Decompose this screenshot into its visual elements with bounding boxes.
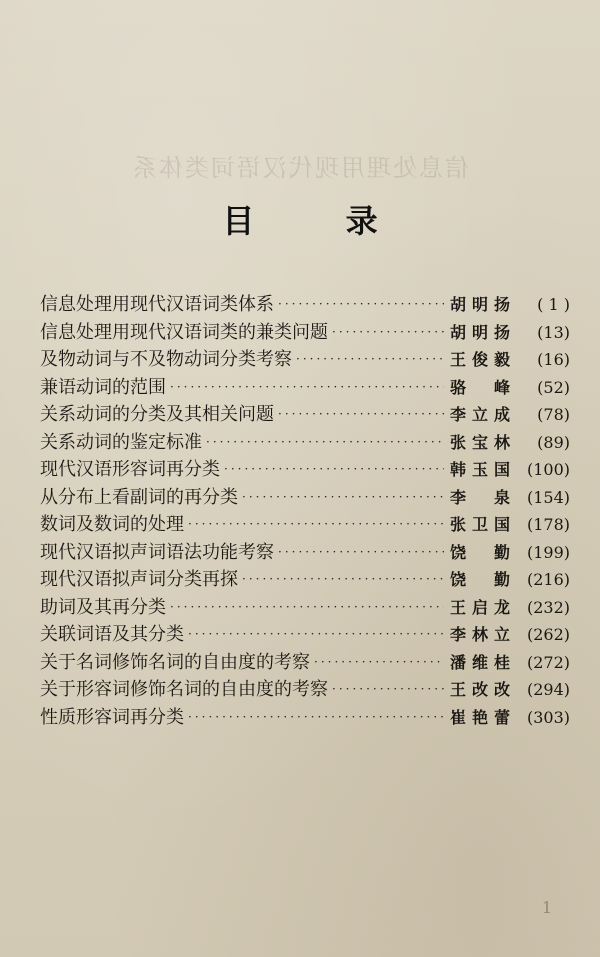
- bleed-through-text: 信息处理用现代汉语词类体系: [131, 154, 469, 182]
- toc-entry-title: 现代汉语拟声词分类再探: [40, 569, 238, 590]
- toc-dot-leader: [278, 407, 444, 421]
- toc-entry-title: 现代汉语形容词再分类: [40, 459, 220, 480]
- toc-dot-leader: [188, 710, 444, 724]
- toc-entry-title: 及物动词与不及物动词分类考察: [40, 349, 292, 370]
- toc-entry-page-number: (89): [537, 432, 570, 452]
- page-title: 目 录: [222, 202, 418, 240]
- toc-entry[interactable]: [40, 538, 570, 566]
- toc-entry-page-number: (262): [526, 625, 570, 644]
- toc-entry-page-number: (232): [526, 597, 570, 617]
- toc-entry[interactable]: [40, 510, 570, 538]
- toc-entry-page-number: (199): [526, 542, 570, 562]
- toc-entry-title: 关联词语及其分类: [40, 624, 184, 645]
- toc-entry[interactable]: [40, 428, 570, 456]
- toc-entry-author: 潘维桂: [450, 652, 510, 672]
- table-of-contents: [40, 290, 570, 730]
- toc-dot-leader: [296, 352, 444, 366]
- toc-entry-title: 现代汉语拟声词语法功能考察: [40, 541, 274, 563]
- toc-dot-leader: [242, 572, 444, 586]
- toc-entry-title: 关系动词的分类及其相关问题: [40, 404, 274, 425]
- toc-dot-leader: [170, 380, 444, 394]
- toc-entry-page-number: (52): [537, 377, 570, 397]
- toc-entry-title: 关于名词修饰名词的自由度的考察: [40, 651, 310, 673]
- toc-entry-author: 饶 勤: [450, 570, 510, 589]
- toc-entry-page-number: (216): [526, 570, 570, 589]
- toc-entry-title: 兼语动词的范围: [40, 376, 166, 398]
- toc-entry[interactable]: [40, 620, 570, 648]
- toc-entry-author: 韩玉国: [450, 460, 510, 479]
- toc-entry-title: 从分布上看副词的再分类: [40, 486, 238, 508]
- toc-entry-title: 助词及其再分类: [40, 596, 166, 618]
- toc-dot-leader: [278, 297, 444, 311]
- toc-entry-author: 张宝林: [450, 432, 510, 452]
- toc-dot-leader: [242, 490, 444, 504]
- toc-entry-author: 王俊毅: [450, 350, 510, 369]
- toc-entry-author: 骆 峰: [450, 377, 510, 397]
- toc-entry[interactable]: [40, 290, 570, 318]
- toc-entry-author: 王改改: [450, 680, 510, 699]
- toc-entry-page-number: (303): [526, 707, 570, 727]
- toc-dot-leader: [314, 655, 444, 669]
- toc-entry-title: 关系动词的鉴定标准: [40, 431, 202, 453]
- toc-entry[interactable]: [40, 400, 570, 428]
- toc-entry-author: 李林立: [450, 625, 510, 644]
- toc-entry-page-number: ( 1 ): [537, 295, 570, 314]
- toc-entry-page-number: (154): [526, 487, 570, 507]
- toc-dot-leader: [206, 435, 444, 449]
- toc-entry[interactable]: [40, 318, 570, 346]
- toc-dot-leader: [188, 517, 444, 531]
- toc-entry[interactable]: [40, 565, 570, 593]
- toc-entry-page-number: (16): [537, 350, 570, 369]
- toc-entry[interactable]: [40, 703, 570, 731]
- toc-entry-page-number: (272): [526, 652, 570, 672]
- toc-entry-title: 信息处理用现代汉语词类的兼类问题: [40, 321, 328, 343]
- toc-dot-leader: [170, 600, 444, 614]
- toc-entry[interactable]: [40, 345, 570, 373]
- toc-entry-title: 数词及数词的处理: [40, 514, 184, 535]
- toc-dot-leader: [188, 627, 444, 641]
- toc-entry-author: 王启龙: [450, 597, 510, 617]
- toc-dot-leader: [224, 462, 444, 476]
- toc-entry-author: 崔艳蕾: [450, 707, 510, 727]
- toc-entry[interactable]: [40, 648, 570, 676]
- toc-entry-page-number: (178): [526, 515, 570, 534]
- toc-entry-author: 李立成: [450, 405, 510, 424]
- toc-entry-author: 张卫国: [450, 515, 510, 534]
- page-corner-mark: 1: [541, 898, 552, 917]
- toc-entry-author: 胡明扬: [450, 322, 510, 342]
- toc-entry-page-number: (100): [526, 460, 570, 479]
- toc-entry[interactable]: [40, 455, 570, 483]
- toc-entry-page-number: (78): [537, 405, 570, 424]
- toc-entry-title: 信息处理用现代汉语词类体系: [40, 294, 274, 315]
- toc-entry-author: 饶 勤: [450, 542, 510, 562]
- toc-entry[interactable]: [40, 675, 570, 703]
- toc-entry-author: 李 泉: [450, 487, 510, 507]
- toc-entry-page-number: (13): [537, 322, 570, 342]
- toc-entry[interactable]: [40, 483, 570, 511]
- toc-entry-title: 关于形容词修饰名词的自由度的考察: [40, 679, 328, 700]
- toc-entry-page-number: (294): [526, 680, 570, 699]
- toc-entry[interactable]: [40, 593, 570, 621]
- toc-entry-title: 性质形容词再分类: [40, 706, 184, 728]
- toc-dot-leader: [278, 545, 444, 559]
- toc-entry[interactable]: [40, 373, 570, 401]
- toc-dot-leader: [332, 325, 444, 339]
- toc-dot-leader: [332, 682, 444, 696]
- toc-entry-author: 胡明扬: [450, 295, 510, 314]
